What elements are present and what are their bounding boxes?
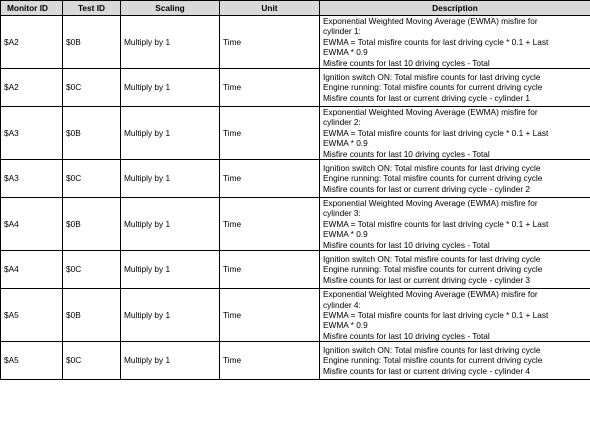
description-line: EWMA = Total misfire counts for last driving cycle * 0.1 + Last [323,218,549,229]
cell-scaling: Multiply by 1 [121,69,220,107]
cell-description [320,251,590,289]
cell-scaling: Multiply by 1 [121,251,220,289]
cell-unit: Time [220,289,320,342]
cell-test-id: $0B [63,289,121,342]
description-line: Exponential Weighted Moving Average (EWMA) misfire for [323,198,538,209]
description-line: Ignition switch ON: Total misfire counts for last driving cycle [323,71,541,82]
cell-description [320,16,590,69]
cell-monitor-id: $A4 [1,251,63,289]
description-line: Misfire counts for last or current driving cycle - cylinder 4 [323,365,531,376]
header-row [1,1,590,16]
table-row [1,198,590,251]
description-line: Exponential Weighted Moving Average (EWMA) misfire for [323,16,538,26]
table-row [1,160,590,198]
description-line: Misfire counts for last 10 driving cycles - Total [323,57,490,68]
cell-description [320,69,590,107]
cell-test-id: $0B [63,16,121,69]
description-line: cylinder 4: [323,299,361,310]
header-monitor-id: Monitor ID [1,1,63,16]
cell-monitor-id: $A5 [1,342,63,380]
table-row [1,289,590,342]
cell-description [320,107,590,160]
description-line: Misfire counts for last 10 driving cycles - Total [323,239,490,250]
cell-unit: Time [220,107,320,160]
table-row [1,16,590,69]
cell-unit: Time [220,16,320,69]
description-line: Misfire counts for last or current driving cycle - cylinder 3 [323,274,531,285]
cell-description [320,289,590,342]
cell-monitor-id: $A2 [1,69,63,107]
cell-description [320,198,590,251]
cell-test-id: $0C [63,251,121,289]
cell-unit: Time [220,342,320,380]
cell-test-id: $0C [63,160,121,198]
header-unit: Unit [220,1,320,16]
description-line: Misfire counts for last 10 driving cycles - Total [323,148,490,159]
description-line: cylinder 1: [323,26,361,37]
cell-scaling: Multiply by 1 [121,342,220,380]
header-test-id: Test ID [63,1,121,16]
description-line: EWMA * 0.9 [323,138,368,149]
cell-scaling: Multiply by 1 [121,198,220,251]
cell-scaling: Multiply by 1 [121,107,220,160]
description-line: Ignition switch ON: Total misfire counts for last driving cycle [323,162,541,173]
description-line: Engine running: Total misfire counts for current driving cycle [323,82,543,93]
cell-monitor-id: $A4 [1,198,63,251]
cell-monitor-id: $A2 [1,16,63,69]
cell-test-id: $0B [63,107,121,160]
description-line: Exponential Weighted Moving Average (EWMA) misfire for [323,289,538,300]
description-line: Engine running: Total misfire counts for current driving cycle [323,264,543,275]
cell-scaling: Multiply by 1 [121,160,220,198]
description-line: Misfire counts for last or current driving cycle - cylinder 1 [323,92,531,103]
description-line: EWMA = Total misfire counts for last driving cycle * 0.1 + Last [323,309,549,320]
description-line: Engine running: Total misfire counts for current driving cycle [323,173,543,184]
cell-test-id: $0C [63,342,121,380]
cell-monitor-id: $A5 [1,289,63,342]
cell-unit: Time [220,69,320,107]
description-line: Engine running: Total misfire counts for current driving cycle [323,355,543,366]
table-row [1,107,590,160]
cell-description [320,160,590,198]
cell-monitor-id: $A3 [1,160,63,198]
description-line: EWMA * 0.9 [323,47,368,58]
description-line: Misfire counts for last 10 driving cycles - Total [323,330,490,341]
cell-test-id: $0B [63,198,121,251]
header-description: Description [320,1,590,16]
description-line: EWMA * 0.9 [323,320,368,331]
table-row [1,251,590,289]
table-row [1,69,590,107]
description-line: cylinder 3: [323,208,361,219]
description-line: Misfire counts for last or current driving cycle - cylinder 2 [323,183,531,194]
cell-test-id: $0C [63,69,121,107]
table-row [1,342,590,380]
cell-unit: Time [220,160,320,198]
cell-monitor-id: $A3 [1,107,63,160]
description-line: Ignition switch ON: Total misfire counts for last driving cycle [323,253,541,264]
description-line: Exponential Weighted Moving Average (EWMA) misfire for [323,107,538,118]
description-line: EWMA = Total misfire counts for last driving cycle * 0.1 + Last [323,127,549,138]
description-line: EWMA = Total misfire counts for last driving cycle * 0.1 + Last [323,36,549,47]
cell-unit: Time [220,198,320,251]
cell-description [320,342,590,380]
cell-unit: Time [220,251,320,289]
description-line: EWMA * 0.9 [323,229,368,240]
cell-scaling: Multiply by 1 [121,16,220,69]
header-scaling: Scaling [121,1,220,16]
description-line: Ignition switch ON: Total misfire counts for last driving cycle [323,345,541,356]
cell-scaling: Multiply by 1 [121,289,220,342]
description-line: cylinder 2: [323,117,361,128]
